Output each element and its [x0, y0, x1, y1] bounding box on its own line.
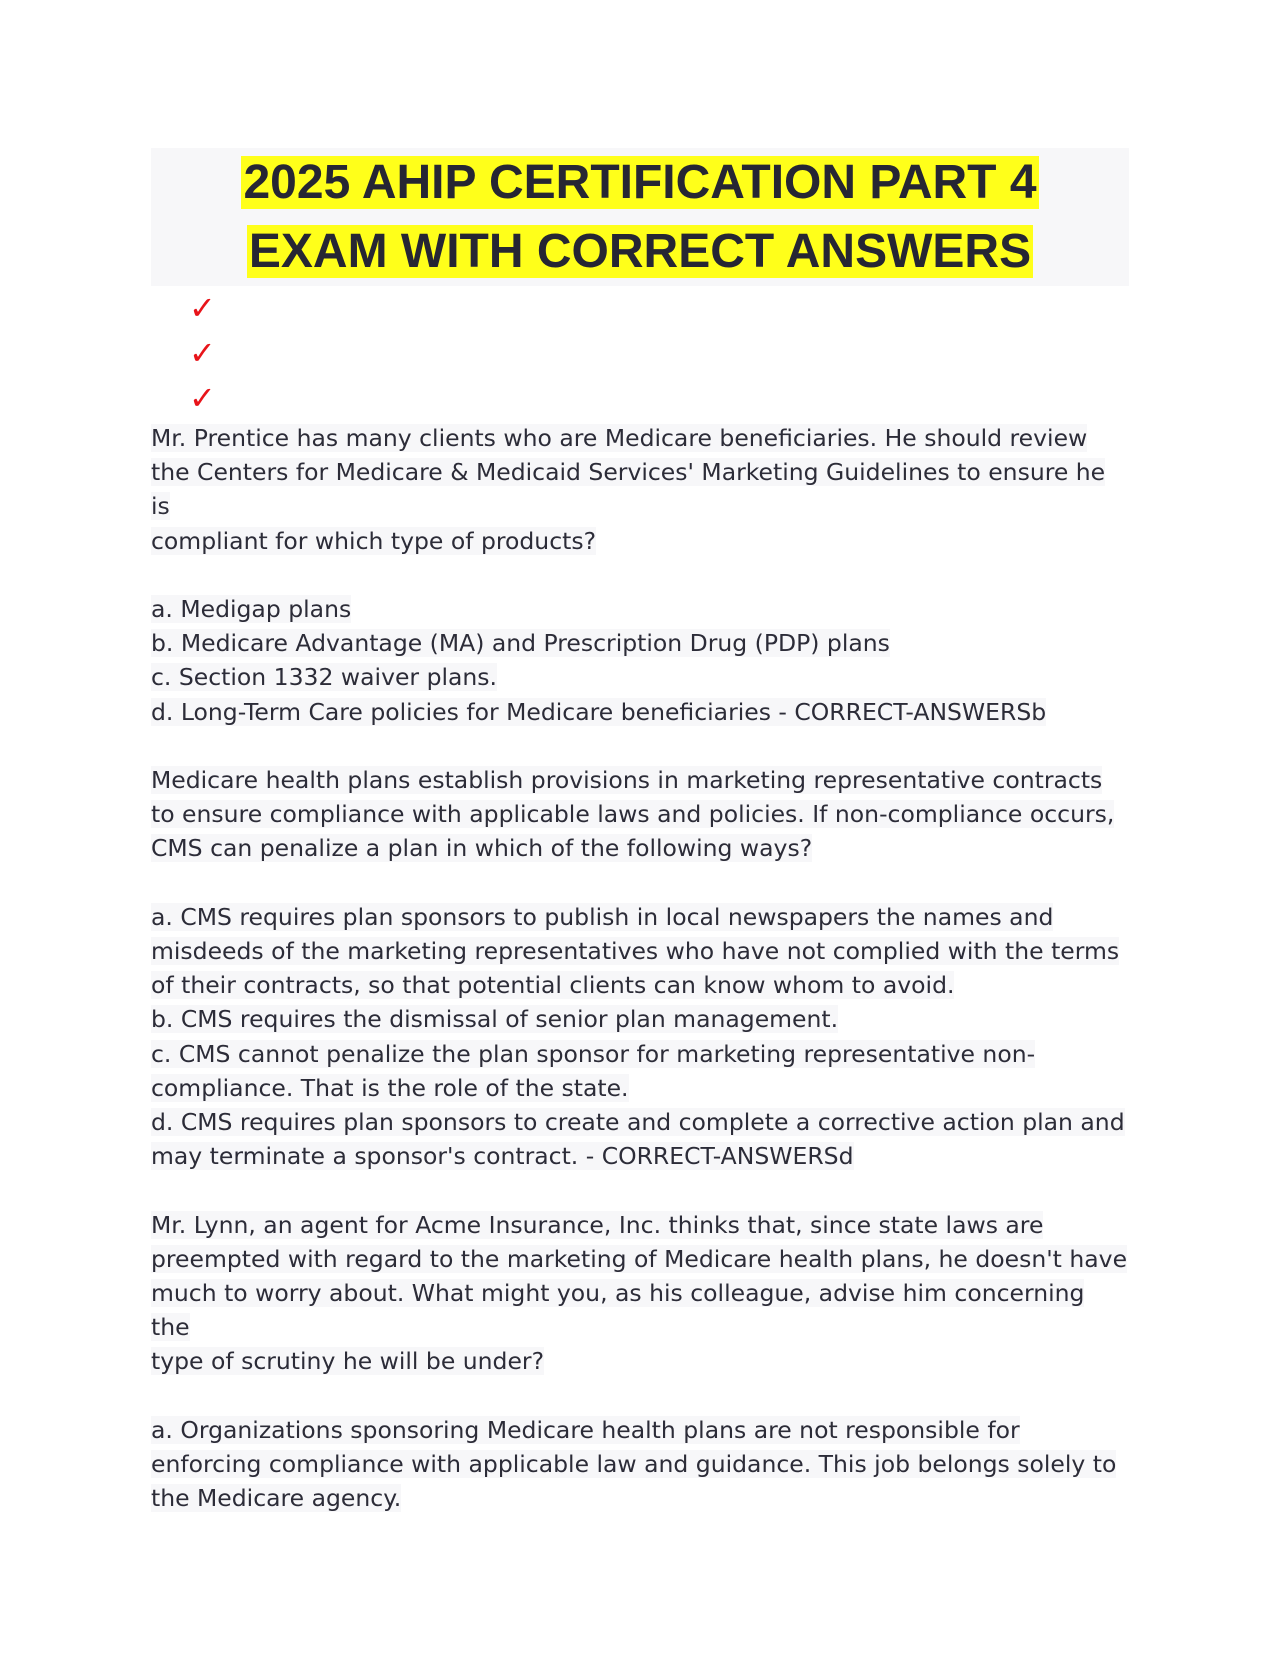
answer-option: c. Section 1332 waiver plans. — [151, 663, 498, 692]
question-text-line: type of scrutiny he will be under? — [151, 1347, 545, 1376]
question-2-options — [151, 900, 1129, 1174]
document-title — [151, 148, 1129, 286]
question-text-line: Mr. Lynn, an agent for Acme Insurance, Inc. thinks that, since state laws are — [151, 1210, 1044, 1239]
question-text-line: the Centers for Medicare & Medicaid Services' Marketing Guidelines to ensure he is — [151, 458, 1106, 521]
question-text-line: preempted with regard to the marketing of Medicare health plans, he doesn't have — [151, 1244, 1128, 1273]
question-text-line: to ensure compliance with applicable laws and policies. If non-compliance occurs, — [151, 800, 1115, 829]
document-page — [151, 148, 1129, 1515]
question-text-line: compliant for which type of products? — [151, 526, 597, 555]
question-3 — [151, 1208, 1129, 1379]
question-3-options — [151, 1413, 1129, 1516]
answer-option: a. Medigap plans — [151, 595, 352, 623]
question-text-line: much to worry about. What might you, as his colleague, advise him concerning the — [151, 1279, 1085, 1342]
answer-option: of their contracts, so that potential clients can know whom to avoid. — [151, 971, 955, 1000]
question-2 — [151, 763, 1129, 866]
question-1-options — [151, 592, 1129, 729]
answer-option: misdeeds of the marketing representatives who have not complied with the terms — [151, 937, 1120, 965]
answer-option: c. CMS cannot penalize the plan sponsor for marketing representative non- — [151, 1039, 1036, 1068]
document-body — [151, 421, 1129, 1515]
checkmark-list — [151, 286, 1129, 421]
answer-option: d. CMS requires plan sponsors to create and complete a corrective action plan and — [151, 1108, 1125, 1137]
title-line-1: 2025 AHIP CERTIFICATION PART 4 — [243, 156, 1037, 209]
answer-option: d. Long-Term Care policies for Medicare beneficiaries - CORRECT-ANSWERSb — [151, 697, 1047, 726]
title-line-2: EXAM WITH CORRECT ANSWERS — [248, 225, 1032, 278]
answer-option: a. CMS requires plan sponsors to publish in local newspapers the names and — [151, 902, 1054, 931]
question-text-line: Medicare health plans establish provisions in marketing representative contracts — [151, 766, 1103, 794]
answer-option: compliance. That is the role of the state. — [151, 1073, 629, 1102]
answer-option: enforcing compliance with applicable law and guidance. This job belongs solely to — [151, 1450, 1117, 1479]
answer-option: may terminate a sponsor's contract. - CORRECT-ANSWERSd — [151, 1142, 854, 1171]
answer-option: the Medicare agency. — [151, 1484, 402, 1513]
answer-option: a. Organizations sponsoring Medicare health plans are not responsible for — [151, 1415, 1020, 1444]
checkmark-icon: ✓ — [189, 379, 216, 417]
checkmark-icon: ✓ — [189, 334, 216, 372]
question-text-line: CMS can penalize a plan in which of the following ways? — [151, 834, 813, 863]
checkmark-icon: ✓ — [189, 289, 216, 327]
answer-option: b. CMS requires the dismissal of senior plan management. — [151, 1005, 839, 1034]
answer-option: b. Medicare Advantage (MA) and Prescription Drug (PDP) plans — [151, 629, 890, 658]
question-1 — [151, 421, 1129, 558]
question-text-line: Mr. Prentice has many clients who are Medicare beneficiaries. He should review — [151, 424, 1088, 452]
